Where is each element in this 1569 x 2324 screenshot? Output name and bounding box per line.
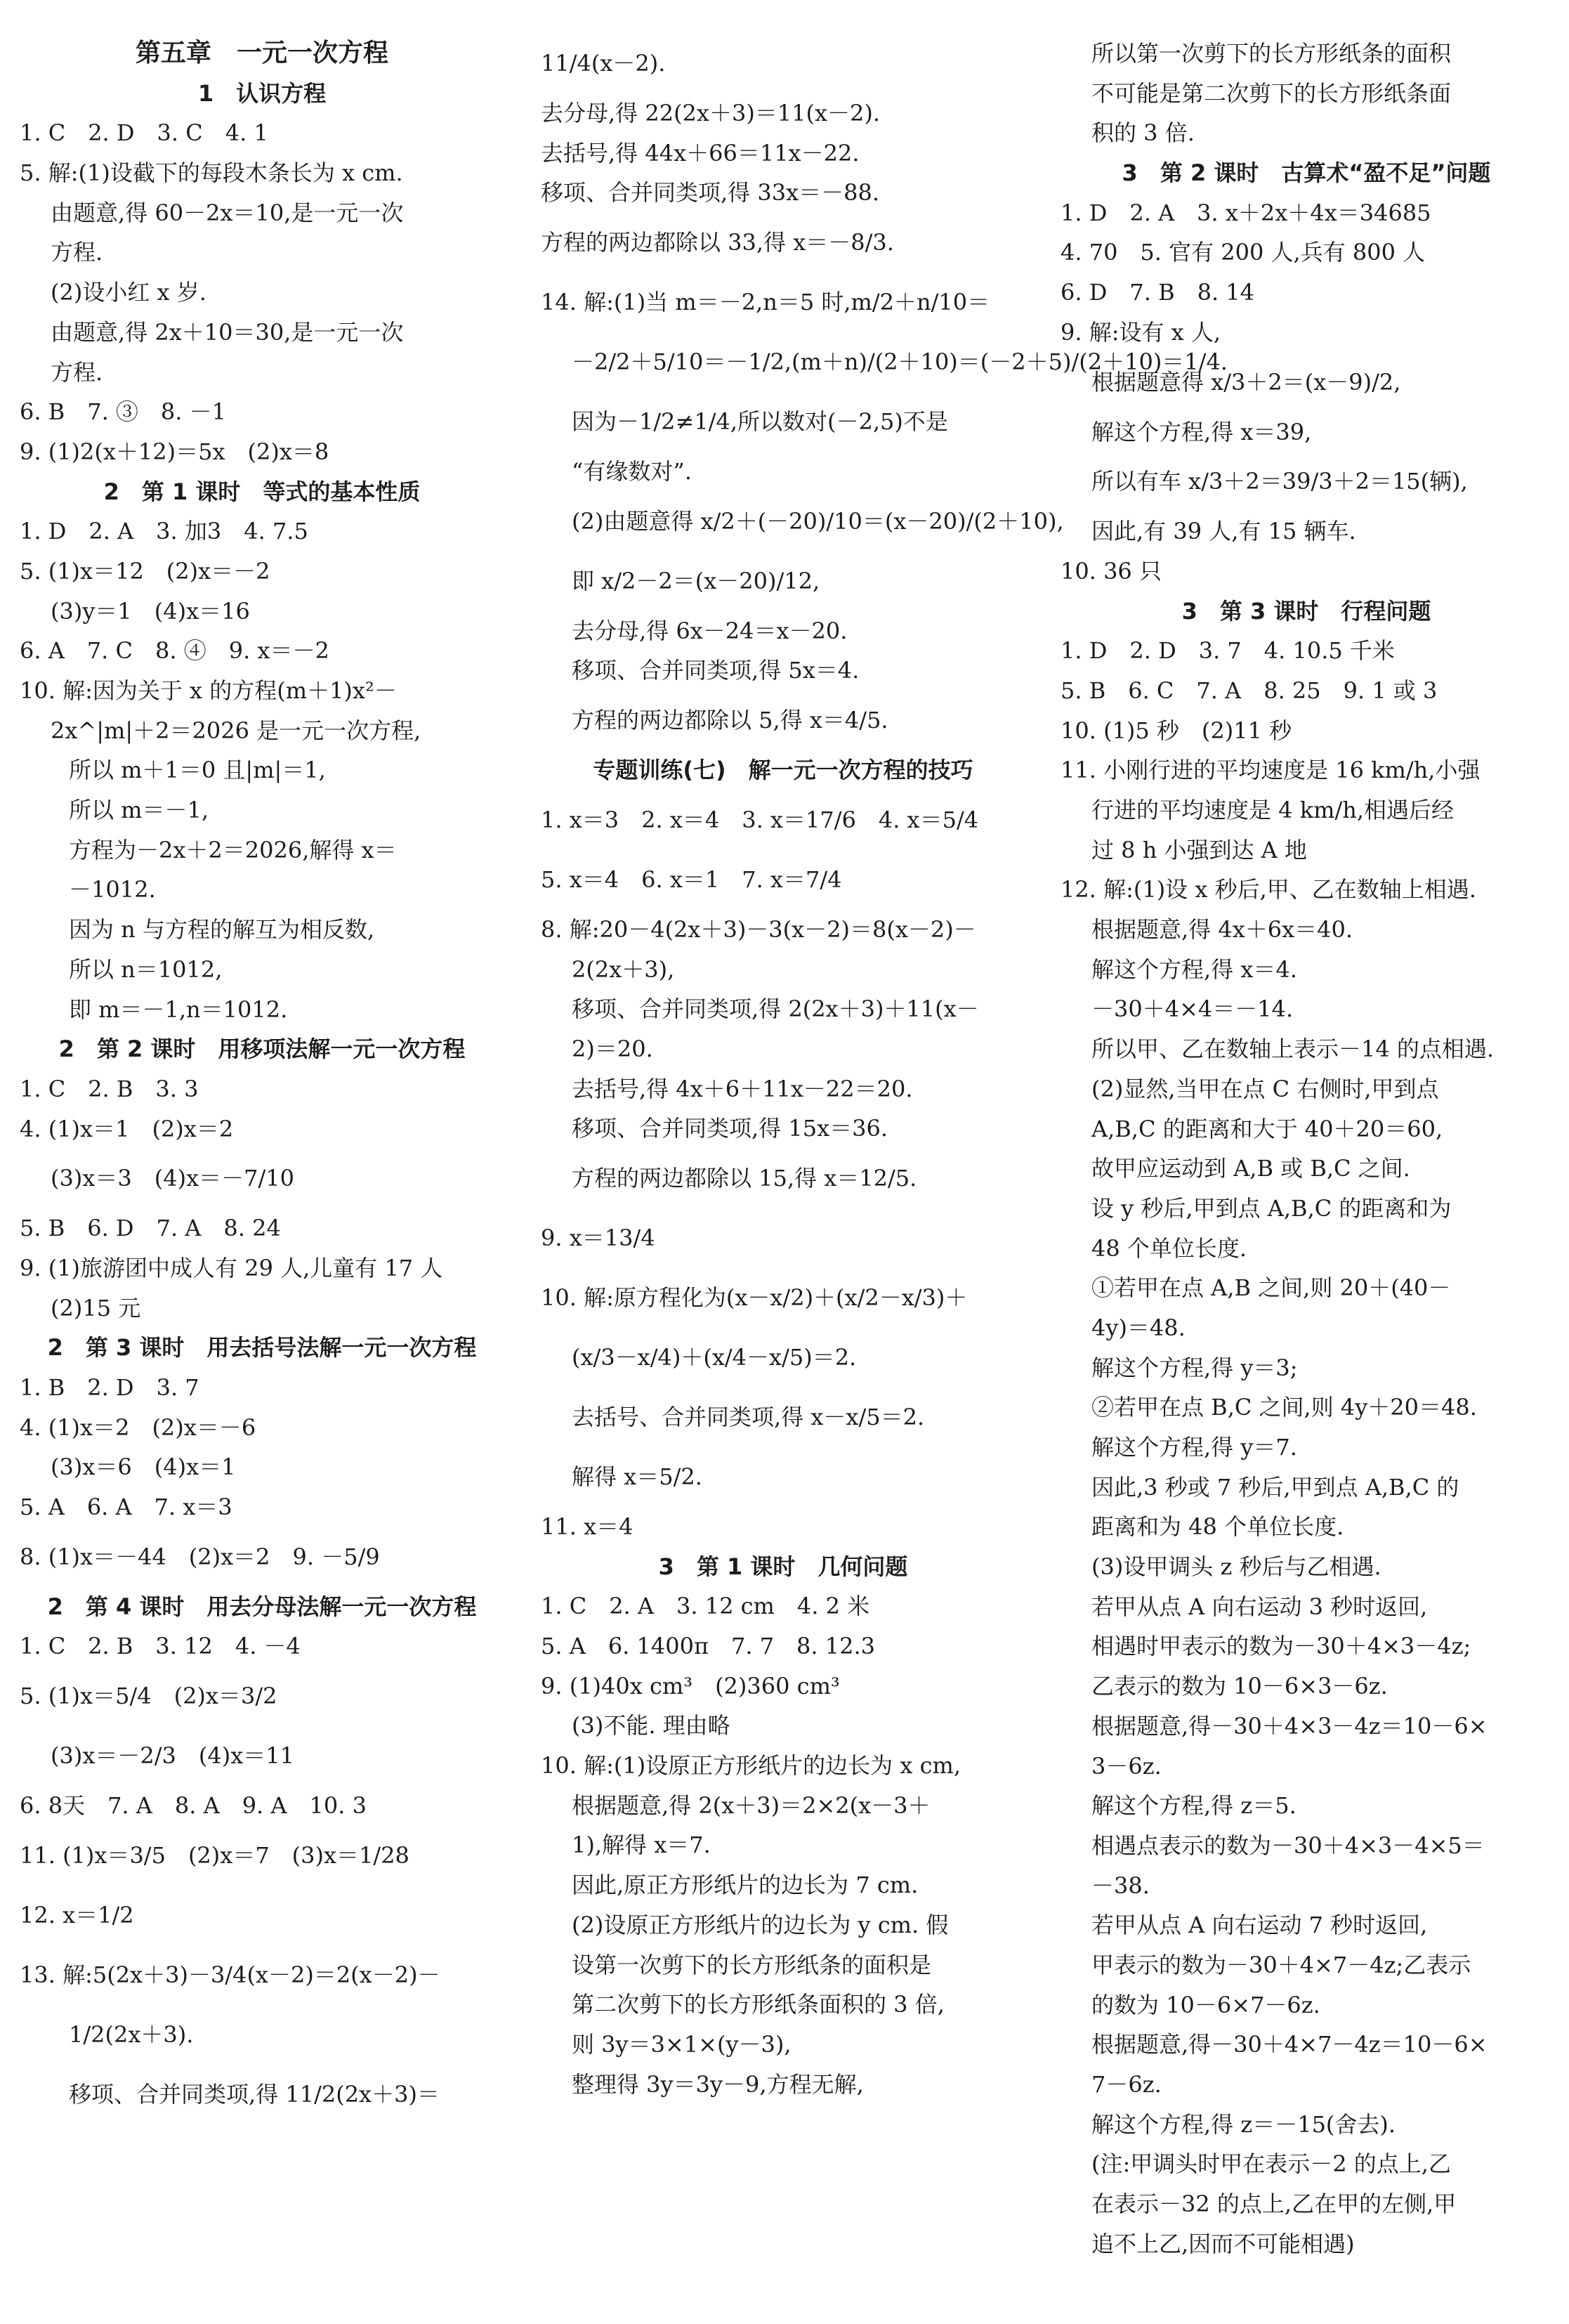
- answer-line: 根据题意,得 4x＋6x＝40.: [1091, 916, 1353, 944]
- answer-line: 解这个方程,得 z＝－15(舍去).: [1091, 2110, 1396, 2138]
- answer-line: 5. A 6. A 7. x＝3: [20, 1494, 232, 1521]
- answer-line: 因为 n 与方程的解互为相反数,: [69, 916, 375, 944]
- section-heading: 专题训练(七) 解一元一次方程的技巧: [593, 757, 973, 784]
- answer-line: 方程的两边都除以 15,得 x＝12/5.: [572, 1164, 917, 1192]
- answer-line: 9. x＝13/4: [541, 1224, 655, 1251]
- answer-line: －1012.: [69, 876, 156, 903]
- section-heading: 2 第 2 课时 用移项法解一元一次方程: [58, 1036, 466, 1063]
- answer-line: 11. x＝4: [541, 1513, 633, 1540]
- answer-line: 解这个方程,得 x＝4.: [1091, 955, 1297, 983]
- answer-line: (3)x＝3 (4)x＝－7/10: [51, 1165, 294, 1192]
- answer-line: 第二次剪下的长方形纸条面积的 3 倍,: [572, 1991, 945, 2018]
- answer-line: －2/2＋5/10＝－1/2,(m＋n)/(2＋10)＝(－2＋5)/(2＋10)＝1/4.: [572, 348, 1228, 376]
- answer-line: 5. x＝4 6. x＝1 7. x＝7/4: [541, 866, 842, 893]
- answer-line: 1/2(2x＋3).: [69, 2021, 194, 2048]
- answer-line: 1. C 2. B 3. 3: [20, 1075, 199, 1102]
- answer-line: 则 3y＝3×1×(y－3),: [572, 2030, 792, 2058]
- answer-line: (x/3－x/4)＋(x/4－x/5)＝2.: [572, 1343, 857, 1371]
- section-heading: 第五章 一元一次方程: [135, 39, 388, 67]
- answer-line: 整理得 3y＝3y－9,方程无解,: [572, 2070, 864, 2098]
- answer-line: 所以 m＝－1,: [69, 797, 209, 824]
- answer-line: 48 个单位长度.: [1091, 1234, 1247, 1262]
- answer-line: 追不上乙,因而不可能相遇): [1091, 2230, 1355, 2257]
- answer-line: 方程的两边都除以 5,得 x＝4/5.: [572, 707, 888, 734]
- answer-line: 的数为 10－6×7－6z.: [1091, 1991, 1320, 2018]
- answer-line: 去括号,得 44x＋66＝11x－22.: [541, 139, 860, 167]
- answer-line: 9. 解:设有 x 人,: [1061, 318, 1221, 346]
- answer-line: 2x^|m|＋2＝2026 是一元一次方程,: [51, 717, 421, 744]
- answer-line: 方程.: [51, 239, 103, 266]
- answer-line: 1. C 2. A 3. 12 cm 4. 2 米: [541, 1593, 870, 1620]
- answer-line: 相遇时甲表示的数为－30＋4×3－4z;: [1091, 1633, 1471, 1660]
- answer-line: 设第一次剪下的长方形纸条的面积是: [572, 1951, 932, 1978]
- answer-line: 1. D 2. D 3. 7 4. 10.5 千米: [1061, 637, 1395, 665]
- answer-line: 根据题意,得－30＋4×3－4z＝10－6×: [1091, 1712, 1488, 1739]
- answer-line: 移项、合并同类项,得 5x＝4.: [572, 657, 860, 684]
- answer-line: 10. (1)5 秒 (2)11 秒: [1061, 717, 1292, 744]
- answer-line: 1),解得 x＝7.: [572, 1832, 711, 1859]
- answer-line: 根据题意,得－30＋4×7－4z＝10－6×: [1091, 2031, 1488, 2058]
- answer-line: 乙表示的数为 10－6×3－6z.: [1091, 1673, 1388, 1700]
- answer-line: 相遇点表示的数为－30＋4×3－4×5＝: [1091, 1832, 1485, 1859]
- answer-line: 所以有车 x/3＋2＝39/3＋2＝15(辆),: [1091, 468, 1468, 495]
- answer-line: 7－6z.: [1091, 2071, 1162, 2098]
- answer-line: 6. B 7. ③ 8. －1: [20, 398, 226, 426]
- answer-line: 移项、合并同类项,得 15x＝36.: [572, 1115, 888, 1142]
- answer-line: ②若甲在点 B,C 之间,则 4y＋20＝48.: [1091, 1394, 1477, 1421]
- answer-line: (3)不能. 理由略: [572, 1712, 730, 1739]
- answer-line: 由题意,得 2x＋10＝30,是一元一次: [51, 318, 404, 346]
- answer-line: 由题意,得 60－2x＝10,是一元一次: [51, 199, 404, 226]
- answer-line: 因此,3 秒或 7 秒后,甲到点 A,B,C 的: [1091, 1473, 1459, 1501]
- answer-line: 解这个方程,得 x＝39,: [1091, 418, 1312, 445]
- answer-line: 移项、合并同类项,得 2(2x＋3)＋11(x－: [572, 995, 979, 1023]
- answer-line: 9. (1)2(x＋12)＝5x (2)x＝8: [20, 438, 329, 465]
- answer-line: －38.: [1091, 1872, 1150, 1899]
- answer-line: 4y)＝48.: [1091, 1314, 1186, 1341]
- answer-line: 方程.: [51, 358, 103, 386]
- answer-line: 5. B 6. C 7. A 8. 25 9. 1 或 3: [1061, 677, 1438, 704]
- column-3: [1061, 34, 1552, 2264]
- answer-line: 过 8 h 小强到达 A 地: [1091, 836, 1307, 863]
- section-heading: 2 第 4 课时 用去分母法解一元一次方程: [47, 1593, 477, 1620]
- answer-line: 解这个方程,得 y＝3;: [1091, 1354, 1298, 1381]
- answer-line: －30＋4×4＝－14.: [1091, 995, 1294, 1023]
- answer-line: 1. B 2. D 3. 7: [20, 1374, 199, 1401]
- answer-line: 1. C 2. B 3. 12 4. －4: [20, 1633, 301, 1660]
- answer-line: 若甲从点 A 向右运动 3 秒时返回,: [1091, 1593, 1428, 1620]
- answer-line: 积的 3 倍.: [1091, 119, 1195, 147]
- answer-line: 4. 70 5. 官有 200 人,兵有 800 人: [1061, 239, 1426, 266]
- answer-line: 甲表示的数为－30＋4×7－4z;乙表示: [1091, 1951, 1471, 1978]
- answer-line: (2)设小红 x 岁.: [51, 279, 206, 306]
- answer-line: 10. 解:因为关于 x 的方程(m＋1)x²－: [20, 677, 397, 704]
- answer-line: 根据题意,得 2(x＋3)＝2×2(x－3＋: [572, 1791, 931, 1819]
- answer-line: 1. x＝3 2. x＝4 3. x＝17/6 4. x＝5/4: [541, 806, 979, 833]
- answer-line: 14. 解:(1)当 m＝－2,n＝5 时,m/2＋n/10＝: [541, 289, 990, 316]
- answer-line: 4. (1)x＝2 (2)x＝－6: [20, 1414, 256, 1441]
- answer-line: 即 x/2－2＝(x－20)/12,: [572, 567, 820, 594]
- answer-line: A,B,C 的距离和大于 40＋20＝60,: [1091, 1115, 1443, 1142]
- answer-line: (2)设原正方形纸片的边长为 y cm. 假: [572, 1911, 949, 1938]
- answer-line: 10. 解:原方程化为(x－x/2)＋(x/2－x/3)＋: [541, 1284, 968, 1311]
- answer-line: 方程为－2x＋2＝2026,解得 x＝: [69, 836, 397, 863]
- answer-line: 1. C 2. D 3. C 4. 1: [20, 119, 268, 147]
- answer-line: 5. (1)x＝5/4 (2)x＝3/2: [20, 1683, 277, 1710]
- answer-line: 11. 小刚行进的平均速度是 16 km/h,小强: [1061, 757, 1481, 784]
- answer-line: 根据题意得 x/3＋2＝(x－9)/2,: [1091, 368, 1401, 396]
- answer-line: 所以第一次剪下的长方形纸条的面积: [1091, 40, 1452, 67]
- answer-line: 11. (1)x＝3/5 (2)x＝7 (3)x＝1/28: [20, 1841, 409, 1869]
- answer-line: 即 m＝－1,n＝1012.: [69, 995, 288, 1023]
- answer-line: 移项、合并同类项,得 33x＝－88.: [541, 179, 880, 207]
- answer-line: 解这个方程,得 y＝7.: [1091, 1434, 1297, 1461]
- answer-line: 故甲应运动到 A,B 或 B,C 之间.: [1091, 1155, 1410, 1182]
- answer-line: 11/4(x－2).: [541, 50, 666, 77]
- answer-line: 去分母,得 22(2x＋3)＝11(x－2).: [541, 100, 881, 126]
- answer-line: 所以 m＋1＝0 且|m|＝1,: [69, 757, 326, 784]
- answer-line: 12. 解:(1)设 x 秒后,甲、乙在数轴上相遇.: [1061, 876, 1476, 903]
- answer-line: 8. 解:20－4(2x＋3)－3(x－2)＝8(x－2)－: [541, 915, 976, 943]
- answer-line: 移项、合并同类项,得 11/2(2x＋3)＝: [69, 2080, 440, 2108]
- section-heading: 3 第 2 课时 古算术“盈不足”问题: [1122, 159, 1491, 187]
- answer-line: 5. 解:(1)设截下的每段木条长为 x cm.: [20, 159, 403, 187]
- answer-line: 设 y 秒后,甲到点 A,B,C 的距离和为: [1091, 1194, 1452, 1222]
- answer-line: 因此,原正方形纸片的边长为 7 cm.: [572, 1872, 919, 1899]
- answer-line: 去括号,得 4x＋6＋11x－22＝20.: [572, 1075, 913, 1102]
- answer-line: (3)x＝－2/3 (4)x＝11: [51, 1742, 294, 1770]
- answer-line: 距离和为 48 个单位长度.: [1091, 1513, 1344, 1541]
- section-heading: 3 第 1 课时 几何问题: [658, 1553, 908, 1580]
- answer-line: (3)x＝6 (4)x＝1: [51, 1454, 236, 1481]
- answer-line: 2(2x＋3),: [572, 955, 675, 983]
- answer-line: 10. 36 只: [1061, 557, 1162, 585]
- answer-line: 解这个方程,得 z＝5.: [1091, 1792, 1296, 1820]
- answer-line: 去括号、合并同类项,得 x－x/5＝2.: [572, 1403, 925, 1430]
- answer-line: 1. D 2. A 3. 加3 4. 7.5: [20, 518, 308, 545]
- answer-line: 5. A 6. 1400π 7. 7 8. 12.3: [541, 1633, 876, 1659]
- answer-line: 若甲从点 A 向右运动 7 秒时返回,: [1091, 1912, 1428, 1939]
- answer-line: 10. 解:(1)设原正方形纸片的边长为 x cm,: [541, 1752, 961, 1780]
- section-heading: 2 第 1 课时 等式的基本性质: [103, 478, 421, 505]
- section-heading: 1 认识方程: [197, 79, 327, 107]
- answer-line: 所以甲、乙在数轴上表示－14 的点相遇.: [1091, 1036, 1495, 1063]
- answer-line: 6. A 7. C 8. ④ 9. x＝－2: [20, 637, 329, 665]
- answer-line: 5. (1)x＝12 (2)x＝－2: [20, 557, 270, 585]
- section-heading: 2 第 3 课时 用去括号法解一元一次方程: [47, 1334, 477, 1362]
- answer-line: (注:甲调头时甲在表示－2 的点上,乙: [1091, 2150, 1451, 2178]
- answer-line: (2)显然,当甲在点 C 右侧时,甲到点: [1091, 1075, 1439, 1102]
- column-1: [20, 34, 504, 2124]
- answer-line: 12. x＝1/2: [20, 1901, 134, 1928]
- answer-line: 8. (1)x＝－44 (2)x＝2 9. －5/9: [20, 1543, 380, 1570]
- answer-line: (2)由题意得 x/2＋(－20)/10＝(x－20)/(2＋10),: [572, 507, 1064, 535]
- answer-line: ①若甲在点 A,B 之间,则 20＋(40－: [1091, 1274, 1451, 1302]
- answer-line: 解得 x＝5/2.: [572, 1463, 702, 1490]
- answer-line: 5. B 6. D 7. A 8. 24: [20, 1215, 281, 1242]
- answer-line: 去分母,得 6x－24＝x－20.: [572, 617, 848, 644]
- answer-line: 行进的平均速度是 4 km/h,相遇后经: [1091, 797, 1455, 823]
- answer-line: 不可能是第二次剪下的长方形纸条面: [1091, 79, 1452, 107]
- answer-line: 在表示－32 的点上,乙在甲的左侧,甲: [1091, 2191, 1457, 2218]
- answer-line: 9. (1)40x cm³ (2)360 cm³: [541, 1672, 840, 1699]
- answer-line: 1. D 2. A 3. x＋2x＋4x＝34685: [1061, 199, 1431, 226]
- answer-line: 6. 8天 7. A 8. A 9. A 10. 3: [20, 1792, 367, 1820]
- answer-line: 13. 解:5(2x＋3)－3/4(x－2)＝2(x－2)－: [20, 1961, 440, 1988]
- answer-line: 3－6z.: [1091, 1752, 1162, 1780]
- answer-line: 2)＝20.: [572, 1035, 653, 1062]
- answer-line: 所以 n＝1012,: [69, 955, 223, 983]
- answer-line: 因此,有 39 人,有 15 辆车.: [1091, 518, 1356, 545]
- answer-line: “有缘数对”.: [572, 458, 692, 485]
- answer-line: 因为－1/2≠1/4,所以数对(－2,5)不是: [572, 408, 948, 436]
- answer-line: (3)y＝1 (4)x＝16: [51, 597, 250, 625]
- answer-line: (2)15 元: [51, 1294, 141, 1321]
- answer-line: 6. D 7. B 8. 14: [1061, 279, 1255, 306]
- answer-line: 9. (1)旅游团中成人有 29 人,儿童有 17 人: [20, 1254, 443, 1281]
- answer-line: 方程的两边都除以 33,得 x＝－8/3.: [541, 229, 894, 256]
- answer-line: (3)设甲调头 z 秒后与乙相遇.: [1091, 1553, 1381, 1581]
- section-heading: 3 第 3 课时 行程问题: [1181, 597, 1431, 625]
- answer-line: 4. (1)x＝1 (2)x＝2: [20, 1115, 234, 1142]
